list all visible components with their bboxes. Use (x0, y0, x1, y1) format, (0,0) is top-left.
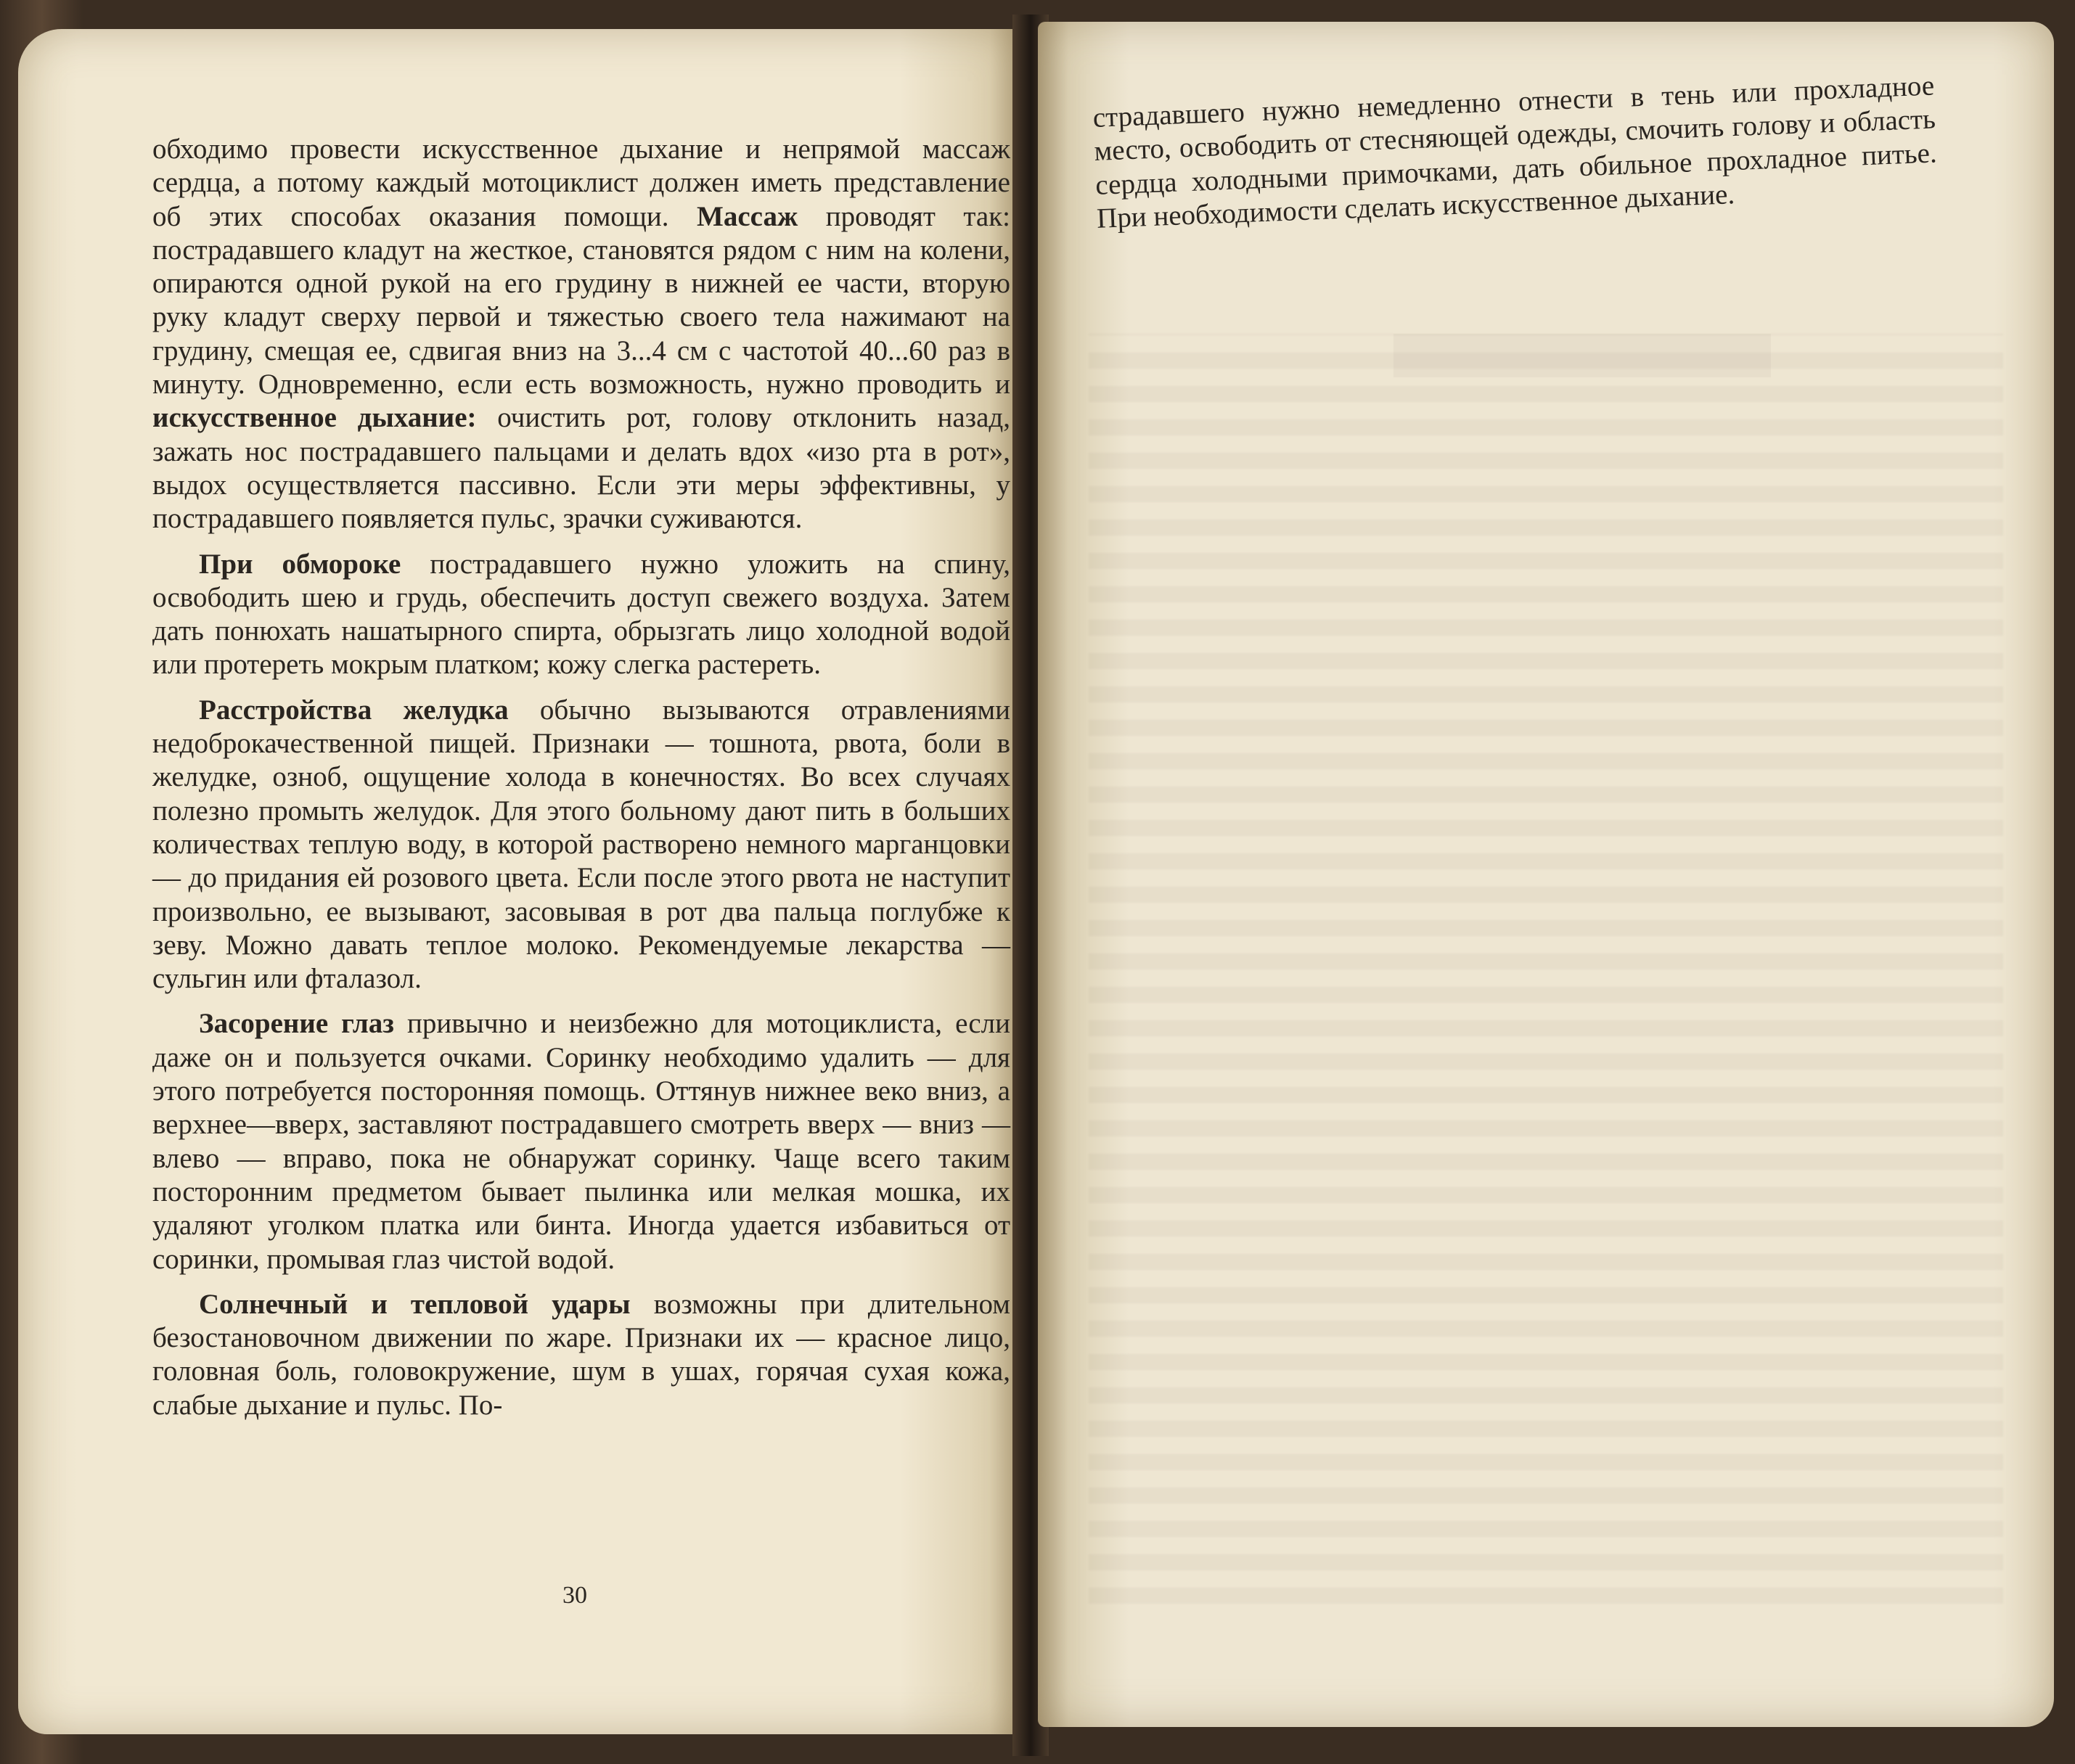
term-eyes: Засорение глаз (199, 1008, 394, 1040)
paragraph-fainting: При обмороке пострадавшего нужно уложить на спину, освободить шею и грудь, обеспечить доступ свежего воздуха. Затем дать понюхать нашатырного спирта, обрызгать лицо холодной водой или протереть мокрым платком; кожу слегка растереть. (152, 548, 1010, 681)
paragraph-stomach: Расстройства желудка обычно вызываются отравлениями недоброкачественной пищей. Признаки — тошнота, рвота, боли в желудке, озноб, ощущение холода в конечностях. Во всех случаях полезно промыть желудок. Для этого больному дают пить в больших количествах теплую воду, в которой растворено немного марганцовки — до придания ей розового цвета. Если после этого рвота не наступит произвольно, ее вызывают, засовывая в рот два пальца поглубже к зеву. Можно давать теплое молоко. Рекомендуемые лекарства — сульгин или фталазол. (152, 694, 1011, 995)
paragraph-intro: обходимо провести искусственное дыхание и непрямой массаж сердца, а потому каждый мотоциклист должен иметь представление об этих способах оказания помощи. Массаж проводят так: пострадавшего кладут на жесткое, становятся рядом с ним на колени, опираются одной рукой на его грудину в нижней ее части, вторую руку кладут сверху первой и тяжестью своего тела нажимают на грудину, смещая ее, сдвигая вниз на 3...4 см с частотой 40...60 раз в минуту. Одновременно, если есть возможность, нужно проводить и искусственное дыхание: очистить рот, голову отклонить назад, зажать нос пострадавшего пальцами и делать вдох «изо рта в рот», выдох осуществляется пассивно. Если эти меры эффективны, у пострадавшего появляется пульс, зрачки суживаются. (152, 134, 1011, 535)
paragraph-heatstroke: Солнечный и тепловой удары возможны при длительном безостановочном движении по жаре. Признаки их — красное лицо, головная боль, головокружение, шум в ушах, горячая сухая кожа, слабые дыхание и пульс. По- (152, 1288, 1010, 1421)
left-page (18, 29, 1020, 1734)
term-artificial-breathing: искусственное дыхание: (152, 402, 477, 434)
paragraph-continuation: страдавшего нужно немедленно отнести в тень или прохладное место, освободить от стесняющей одежды, смочить голову и область сердца холодными примочками, дать обильное прохладное питье. При необходимости сделать искусственное дыхание. (1092, 70, 1938, 234)
right-page (1038, 22, 2054, 1727)
paragraph-eyes: Засорение глаз привычно и неизбежно для мотоциклиста, если даже он и пользуется очками. Соринку необходимо удалить — для этого потребуется посторонняя помощь. Оттянув нижнее веко вниз, а верхнее—вверх, заставляют пострадавшего смотреть вверх — вниз — влево — вправо, пока не обнаружат соринку. Чаще всего таким посторонним предметом бывает пылинка или мелкая мошка, их удаляют уголком платка или бинта. Иногда удается избавиться от соринки, промывая глаз чистой водой. (152, 1008, 1010, 1275)
paragraph-massage: проводят так: пострадавшего кладут на жесткое, становятся рядом с ним на колени, опираются одной рукой на его грудину в нижней ее части, вторую руку кладут сверху первой и тяжестью своего тела нажимают на грудину, смещая ее, сдвигая вниз на 3...4 см с частотой 40...60 раз в минуту. Одновременно, если есть возможность, нужно проводить и (152, 200, 1011, 401)
term-stomach: Расстройства желудка (199, 694, 509, 726)
right-page-text (1092, 69, 1939, 247)
term-fainting: При обмороке (199, 548, 401, 580)
term-massage: Массаж (697, 200, 798, 232)
page-number: 30 (562, 1582, 587, 1609)
term-heatstroke: Солнечный и тепловой удары (199, 1288, 631, 1320)
bleed-through-text (1089, 334, 2003, 1604)
left-page-text (152, 133, 1010, 1434)
